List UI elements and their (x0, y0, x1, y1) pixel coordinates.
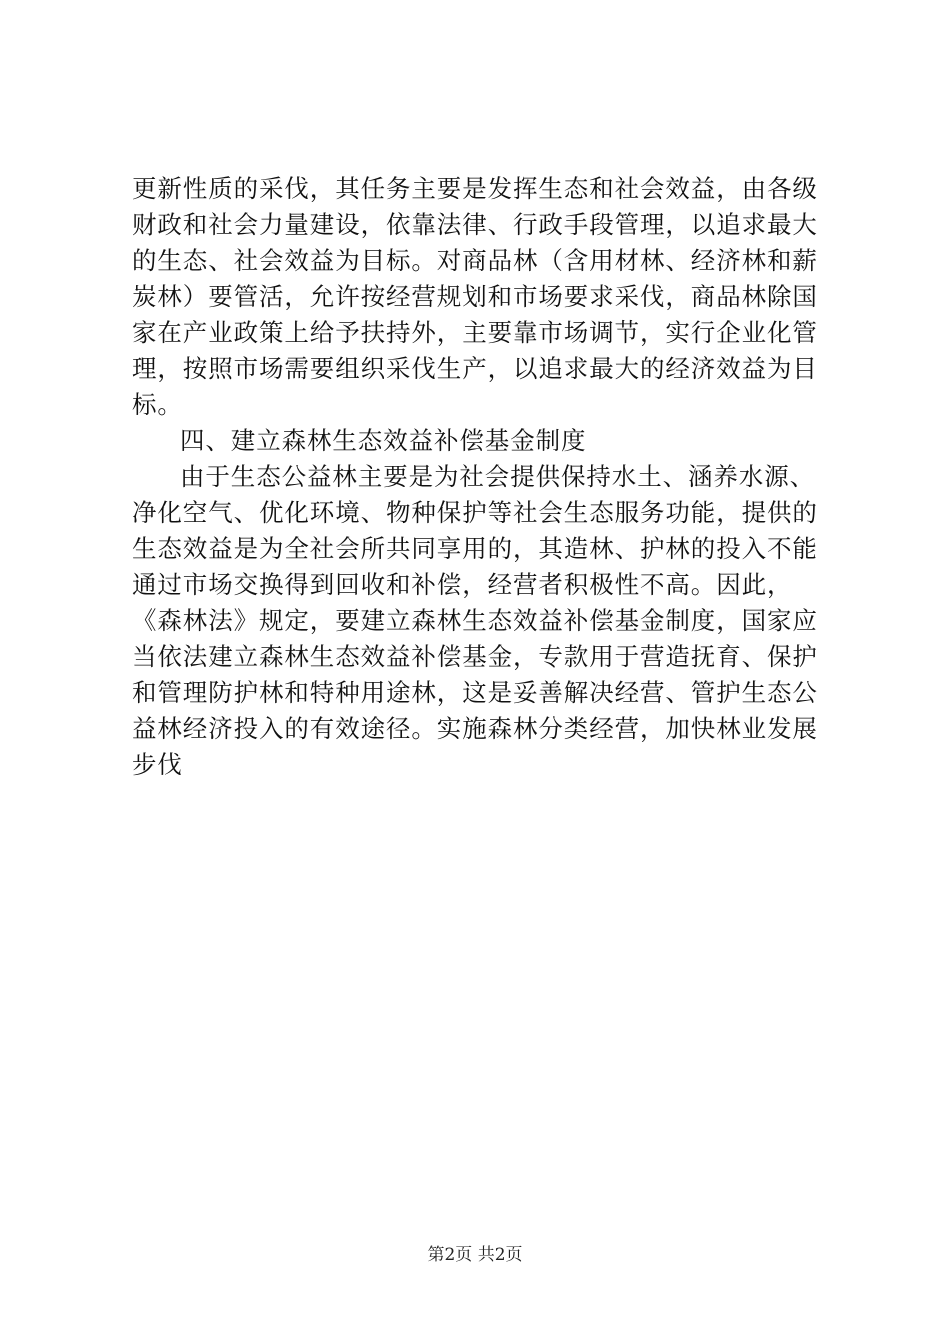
text-line: 家在产业政策上给予扶持外，主要靠市场调节，实行企业化管 (132, 318, 818, 347)
text-line: 通过市场交换得到回收和补偿，经营者积极性不高。因此， (132, 570, 793, 599)
text-line: 净化空气、优化环境、物种保护等社会生态服务功能，提供的 (132, 498, 818, 527)
text-line: 益林经济投入的有效途径。实施森林分类经营，加快林业发展 (132, 714, 818, 743)
text-line: 和管理防护林和特种用途林，这是妥善解决经营、管护生态公 (132, 678, 818, 707)
text-line: 生态效益是为全社会所共同享用的，其造林、护林的投入不能 (132, 534, 818, 563)
text-line: 当依法建立森林生态效益补偿基金，专款用于营造抚育、保护 (132, 642, 818, 671)
text-line: 《森林法》规定，要建立森林生态效益补偿基金制度，国家应 (132, 606, 818, 635)
text-line: 财政和社会力量建设，依靠法律、行政手段管理，以追求最大 (132, 210, 818, 239)
text-line: 的生态、社会效益为目标。对商品林（含用材林、经济林和薪 (132, 246, 818, 275)
text-line: 更新性质的采伐，其任务主要是发挥生态和社会效益，由各级 (132, 174, 818, 203)
body-text (132, 171, 832, 783)
text-line: 理，按照市场需要组织采伐生产，以追求最大的经济效益为目 (132, 354, 818, 383)
text-line: 由于生态公益林主要是为社会提供保持水土、涵养水源、 (180, 462, 815, 491)
section-heading: 四、建立森林生态效益补偿基金制度 (180, 426, 587, 455)
text-line: 炭林）要管活，允许按经营规划和市场要求采伐，商品林除国 (132, 282, 818, 311)
text-line: 标。 (132, 390, 183, 419)
text-line: 步伐 (132, 750, 183, 779)
page-number-footer: 第2页 共2页 (427, 1245, 523, 1265)
